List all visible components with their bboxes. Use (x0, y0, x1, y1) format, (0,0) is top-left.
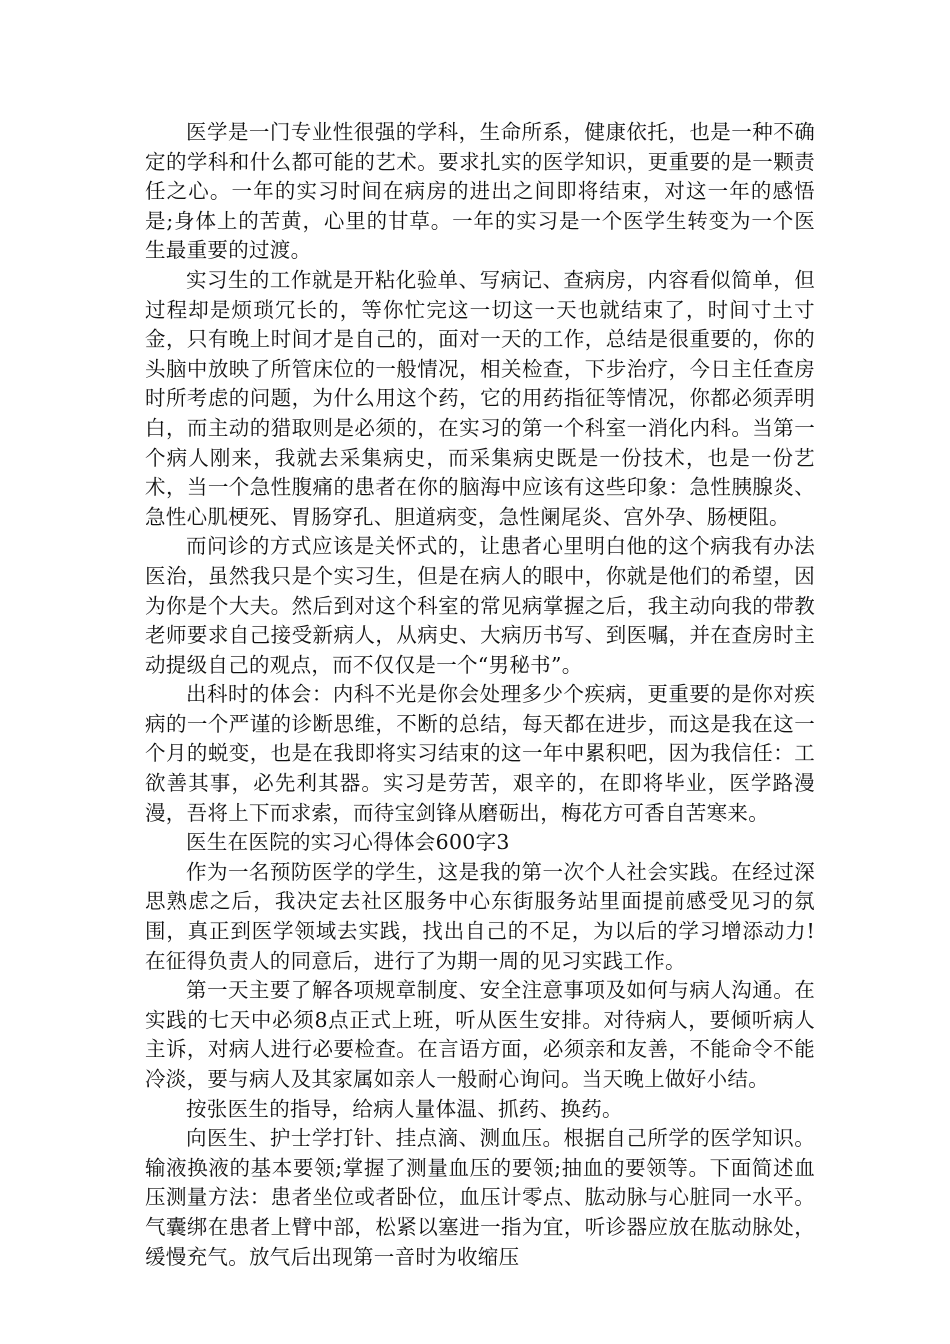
section-heading: 医生在医院的实习心得体会600字3 (186, 830, 510, 855)
paragraph-4: 出科时的体会：内科不光是你会处理多少个疾病，更重要的是你对疾病的一个严谨的诊断思维，不断的总结，每天都在进步，而这是我在这一个月的蜕变，也是在我即将实习结束的这一年中累积吧，因为我信任：工欲善其事，必先利其器。实习是劳苦，艰辛的，在即将毕业，医学路漫漫，吾将上下而求索，而待宝剑锋从磨砺出，梅花方可香自苦寒来。 (145, 682, 815, 825)
paragraph-8: 向医生、护士学打针、挂点滴、测血压。根据自己所学的医学知识。输液换液的基本要领;掌握了测量血压的要领;抽血的要领等。下面简述血压测量方法：患者坐位或者卧位，血压计零点、肱动脉与心脏同一水平。气囊绑在患者上臂中部，松紧以塞进一指为宜，听诊器应放在肱动脉处，缓慢充气。放气后出现第一音时为收缩压 (145, 1126, 815, 1269)
paragraph-2: 实习生的工作就是开粘化验单、写病记、查病房，内容看似简单，但过程却是烦琐冗长的，等你忙完这一切这一天也就结束了，时间寸土寸金，只有晚上时间才是自己的，面对一天的工作，总结是很重要的，你的头脑中放映了所管床位的一般情况，相关检查，下步治疗，今日主任查房时所考虑的问题，为什么用这个药，它的用药指征等情况，你都必须弄明白，而主动的猎取则是必须的，在实习的第一个科室一消化内科。当第一个病人刚来，我就去采集病史，而采集病史既是一份技术，也是一份艺术，当一个急性腹痛的患者在你的脑海中应该有这些印象：急性胰腺炎、急性心肌梗死、胃肠穿孔、胆道病变，急性阑尾炎、宫外孕、肠梗阻。 (145, 267, 815, 529)
paragraph-5: 作为一名预防医学的学生，这是我的第一次个人社会实践。在经过深思熟虑之后，我决定去社区服务中心东街服务站里面提前感受见习的氛围，真正到医学领域去实践，找出自己的不足，为以后的学习增添动力!在征得负责人的同意后，进行了为期一周的见习实践工作。 (145, 859, 815, 973)
document-page (145, 118, 815, 1272)
paragraph-1: 医学是一门专业性很强的学科，生命所系，健康依托，也是一种不确定的学科和什么都可能的艺术。要求扎实的医学知识，更重要的是一颗责任之心。一年的实习时间在病房的进出之间即将结束，对这一年的感悟是;身体上的苦黄，心里的甘草。一年的实习是一个医学生转变为一个医生最重要的过渡。 (145, 120, 815, 263)
paragraph-7: 按张医生的指导，给病人量体温、抓药、换药。 (186, 1096, 623, 1121)
paragraph-3: 而问诊的方式应该是关怀式的，让患者心里明白他的这个病我有办法医治，虽然我只是个实习生，但是在病人的眼中，你就是他们的希望，因为你是个大夫。然后到对这个科室的常见病掌握之后，我主动向我的带教老师要求自己接受新病人，从病史、大病历书写、到医嘱，并在查房时主动提级自己的观点，而不仅仅是一个“男秘书”。 (145, 534, 815, 677)
paragraph-6: 第一天主要了解各项规章制度、安全注意事项及如何与病人沟通。在实践的七天中必须8点正式上班，听从医生安排。对待病人，要倾听病人主诉，对病人进行必要检查。在言语方面，必须亲和友善，不能命令不能冷淡，要与病人及其家属如亲人一般耐心询问。当天晚上做好小结。 (145, 978, 815, 1091)
